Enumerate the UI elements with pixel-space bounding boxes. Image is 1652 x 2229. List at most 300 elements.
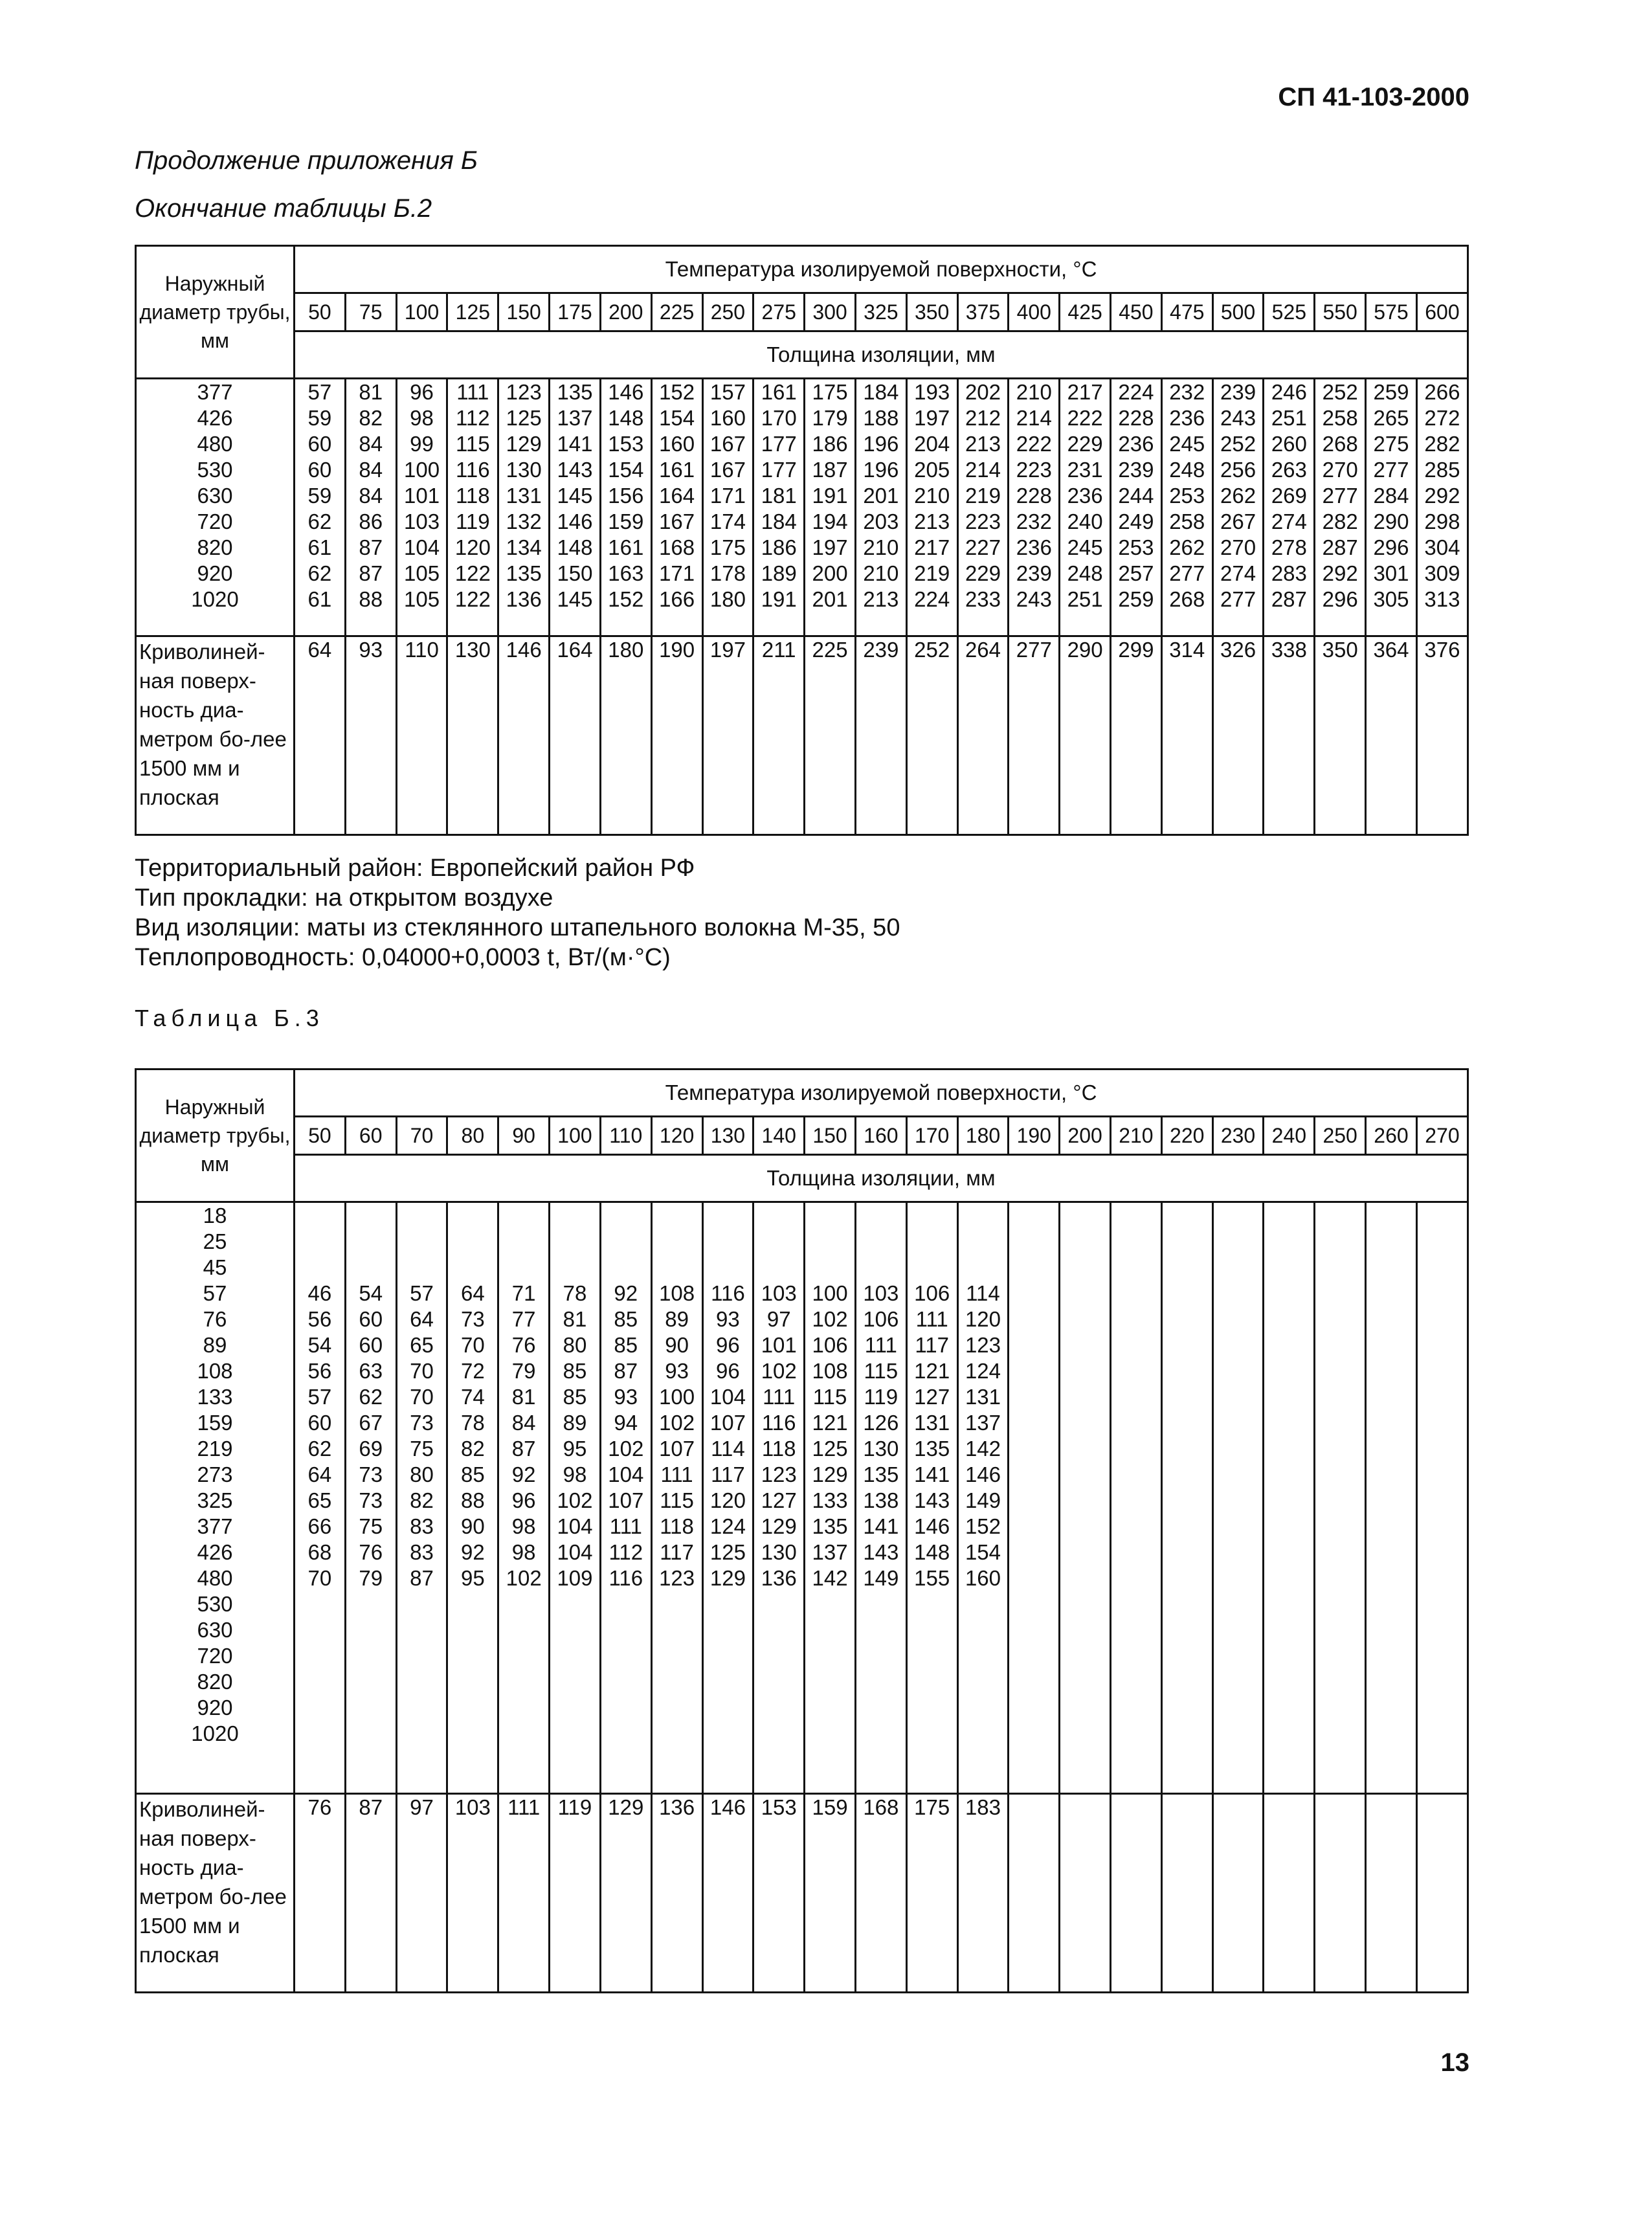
thickness-value: 212 bbox=[965, 406, 1001, 430]
thickness-column bbox=[295, 1202, 346, 1794]
thickness-column bbox=[753, 379, 805, 636]
thickness-column bbox=[1060, 379, 1111, 636]
thickness-value bbox=[908, 1643, 957, 1669]
thickness-value: 196 bbox=[863, 432, 899, 456]
table-end-caption: Окончание таблицы Б.2 bbox=[135, 194, 432, 223]
diameter-value: 76 bbox=[203, 1307, 227, 1331]
thickness-value: 210 bbox=[1016, 380, 1052, 404]
thickness-value: 137 bbox=[965, 1411, 1001, 1435]
thickness-value: 287 bbox=[1322, 535, 1358, 559]
thickness-value: 114 bbox=[966, 1281, 1000, 1305]
curved-surface-value bbox=[1009, 1794, 1060, 1993]
thickness-value bbox=[346, 1255, 396, 1281]
thickness-value: 217 bbox=[914, 535, 950, 559]
thickness-value: 74 bbox=[460, 1385, 485, 1409]
insulation-line: Вид изоляции: маты из стеклянного штапельного волокна М-35, 50 bbox=[135, 914, 900, 941]
thickness-column bbox=[906, 379, 957, 636]
thickness-value bbox=[704, 1255, 753, 1281]
thickness-value: 154 bbox=[608, 458, 644, 482]
thickness-value: 249 bbox=[1118, 510, 1154, 533]
thickness-value: 156 bbox=[608, 484, 644, 508]
thickness-column bbox=[550, 1202, 601, 1794]
thickness-value: 135 bbox=[914, 1437, 950, 1461]
thickness-value: 154 bbox=[659, 406, 695, 430]
thickness-value: 287 bbox=[1271, 587, 1307, 611]
thickness-value: 290 bbox=[1373, 510, 1409, 533]
thickness-column bbox=[345, 1202, 396, 1794]
thickness-value: 253 bbox=[1118, 535, 1154, 559]
thickness-value bbox=[397, 1203, 447, 1229]
thickness-value: 245 bbox=[1067, 535, 1103, 559]
thickness-value: 62 bbox=[359, 1385, 383, 1409]
thickness-value: 60 bbox=[359, 1333, 383, 1357]
thickness-value: 223 bbox=[965, 510, 1001, 533]
thickness-value: 89 bbox=[563, 1411, 587, 1435]
thickness-value: 79 bbox=[359, 1566, 383, 1590]
thickness-value bbox=[856, 1229, 906, 1255]
diameter-value: 273 bbox=[197, 1462, 233, 1486]
temperature-value: 350 bbox=[906, 293, 957, 331]
thickness-value bbox=[704, 1669, 753, 1695]
thickness-value: 268 bbox=[1169, 587, 1205, 611]
thickness-value bbox=[856, 1617, 906, 1643]
thickness-value: 305 bbox=[1373, 587, 1409, 611]
thickness-value bbox=[856, 1203, 906, 1229]
temperature-value: 300 bbox=[805, 293, 856, 331]
thickness-value bbox=[448, 1643, 497, 1669]
thickness-value: 131 bbox=[965, 1385, 1001, 1409]
thickness-column bbox=[396, 1202, 447, 1794]
thickness-value: 80 bbox=[410, 1462, 434, 1486]
thickness-value: 93 bbox=[614, 1385, 638, 1409]
thickness-value: 174 bbox=[709, 510, 746, 533]
thickness-value: 98 bbox=[511, 1514, 536, 1538]
document-code: СП 41-103-2000 bbox=[1278, 83, 1469, 111]
thickness-column bbox=[957, 379, 1009, 636]
thickness-column bbox=[1161, 379, 1212, 636]
thickness-value bbox=[295, 1643, 344, 1669]
thickness-value: 135 bbox=[863, 1462, 899, 1486]
thickness-value: 222 bbox=[1016, 432, 1052, 456]
thickness-value: 90 bbox=[460, 1514, 485, 1538]
diameter-column bbox=[136, 379, 295, 636]
thickness-value: 160 bbox=[709, 406, 746, 430]
thickness-value: 57 bbox=[307, 1385, 332, 1409]
thickness-value bbox=[908, 1591, 957, 1617]
temperature-value: 80 bbox=[447, 1117, 498, 1155]
thickness-value bbox=[653, 1203, 702, 1229]
thickness-value bbox=[397, 1643, 447, 1669]
curved-surface-value: 175 bbox=[906, 1794, 957, 1993]
thickness-value bbox=[397, 1721, 447, 1747]
thickness-value: 127 bbox=[761, 1488, 797, 1512]
thickness-value: 88 bbox=[359, 587, 383, 611]
thickness-value bbox=[550, 1669, 599, 1695]
temperature-value: 110 bbox=[600, 1117, 651, 1155]
thickness-value: 73 bbox=[359, 1488, 383, 1512]
thickness-value: 129 bbox=[761, 1514, 797, 1538]
thickness-value: 160 bbox=[659, 432, 695, 456]
thickness-value: 138 bbox=[863, 1488, 899, 1512]
thickness-value: 285 bbox=[1424, 458, 1460, 482]
thickness-value: 135 bbox=[506, 561, 542, 585]
diameter-value: 377 bbox=[197, 380, 233, 404]
thickness-value: 69 bbox=[359, 1437, 383, 1461]
thickness-value: 75 bbox=[410, 1437, 434, 1461]
curved-surface-value: 239 bbox=[855, 636, 906, 835]
thickness-value: 252 bbox=[1220, 432, 1256, 456]
thickness-value bbox=[856, 1669, 906, 1695]
thickness-value: 309 bbox=[1424, 561, 1460, 585]
thickness-value: 184 bbox=[761, 510, 797, 533]
thickness-value bbox=[601, 1721, 651, 1747]
thickness-value: 154 bbox=[965, 1540, 1001, 1564]
thickness-value bbox=[448, 1669, 497, 1695]
thickness-value: 96 bbox=[511, 1488, 536, 1512]
thickness-value: 137 bbox=[812, 1540, 848, 1564]
thickness-value bbox=[397, 1695, 447, 1721]
curved-surface-value: 110 bbox=[396, 636, 447, 835]
temperature-value: 190 bbox=[1009, 1117, 1060, 1155]
thickness-value: 164 bbox=[659, 484, 695, 508]
temperature-value: 220 bbox=[1161, 1117, 1212, 1155]
curved-surface-value: 197 bbox=[702, 636, 753, 835]
thickness-value: 123 bbox=[965, 1333, 1001, 1357]
thickness-value: 260 bbox=[1271, 432, 1307, 456]
temperature-value: 180 bbox=[957, 1117, 1009, 1155]
thickness-value: 90 bbox=[665, 1333, 689, 1357]
thickness-value bbox=[908, 1229, 957, 1255]
thickness-value bbox=[601, 1617, 651, 1643]
curved-surface-value: 97 bbox=[396, 1794, 447, 1993]
thickness-value: 188 bbox=[863, 406, 899, 430]
thickness-value: 170 bbox=[761, 406, 797, 430]
thickness-value: 149 bbox=[965, 1488, 1001, 1512]
thickness-header: Толщина изоляции, мм bbox=[295, 331, 1468, 379]
thickness-value: 168 bbox=[659, 535, 695, 559]
region-line: Территориальный район: Европейский район РФ bbox=[135, 855, 695, 882]
thickness-value bbox=[908, 1669, 957, 1695]
thickness-column bbox=[1264, 1202, 1315, 1794]
thickness-value bbox=[601, 1643, 651, 1669]
temperature-value: 240 bbox=[1264, 1117, 1315, 1155]
thickness-value: 120 bbox=[454, 535, 491, 559]
diameter-value: 18 bbox=[203, 1204, 227, 1227]
laying-line: Тип прокладки: на открытом воздухе bbox=[135, 884, 553, 912]
thickness-value: 125 bbox=[506, 406, 542, 430]
thickness-value: 210 bbox=[863, 535, 899, 559]
curved-surface-value: 146 bbox=[702, 1794, 753, 1993]
thickness-value: 148 bbox=[557, 535, 593, 559]
thickness-value: 277 bbox=[1220, 587, 1256, 611]
thickness-value: 102 bbox=[761, 1359, 797, 1383]
thickness-value: 82 bbox=[359, 406, 383, 430]
temperature-value: 600 bbox=[1416, 293, 1468, 331]
thickness-value: 77 bbox=[511, 1307, 536, 1331]
thickness-value bbox=[448, 1203, 497, 1229]
thickness-value: 88 bbox=[460, 1488, 485, 1512]
thickness-column bbox=[498, 379, 550, 636]
thickness-value bbox=[346, 1721, 396, 1747]
thickness-value: 141 bbox=[557, 432, 593, 456]
thickness-value: 118 bbox=[660, 1514, 694, 1538]
thickness-value bbox=[397, 1617, 447, 1643]
thickness-value: 239 bbox=[1016, 561, 1052, 585]
thickness-column bbox=[1315, 1202, 1366, 1794]
thickness-value: 163 bbox=[608, 561, 644, 585]
thickness-value bbox=[601, 1203, 651, 1229]
thickness-value: 202 bbox=[965, 380, 1001, 404]
thickness-value bbox=[448, 1695, 497, 1721]
thickness-value bbox=[448, 1255, 497, 1281]
thickness-value: 132 bbox=[506, 510, 542, 533]
thickness-value bbox=[550, 1203, 599, 1229]
diameter-value: 480 bbox=[197, 432, 233, 456]
thickness-value: 116 bbox=[456, 458, 490, 482]
thickness-value bbox=[856, 1255, 906, 1281]
thickness-value: 107 bbox=[709, 1411, 746, 1435]
thickness-value bbox=[653, 1255, 702, 1281]
diameter-value: 1020 bbox=[191, 1721, 239, 1745]
thickness-value: 60 bbox=[307, 432, 332, 456]
thickness-value: 111 bbox=[763, 1385, 796, 1409]
thickness-value: 101 bbox=[761, 1333, 797, 1357]
thickness-value: 65 bbox=[410, 1333, 434, 1357]
thickness-column bbox=[1161, 1202, 1212, 1794]
thickness-value bbox=[754, 1591, 803, 1617]
thickness-value: 117 bbox=[660, 1540, 694, 1564]
temperature-value: 230 bbox=[1212, 1117, 1264, 1155]
thickness-value: 244 bbox=[1118, 484, 1154, 508]
thickness-column bbox=[1366, 379, 1417, 636]
thickness-value: 243 bbox=[1220, 406, 1256, 430]
thickness-value: 64 bbox=[460, 1281, 485, 1305]
thickness-value: 114 bbox=[711, 1437, 745, 1461]
thickness-value bbox=[499, 1695, 548, 1721]
thickness-value: 118 bbox=[761, 1437, 796, 1461]
thickness-column bbox=[1264, 379, 1315, 636]
thickness-value: 116 bbox=[711, 1281, 745, 1305]
thickness-column bbox=[702, 1202, 753, 1794]
thickness-value: 153 bbox=[608, 432, 644, 456]
thickness-value: 259 bbox=[1373, 380, 1409, 404]
thickness-value: 123 bbox=[506, 380, 542, 404]
thickness-value bbox=[653, 1695, 702, 1721]
thickness-value: 219 bbox=[965, 484, 1001, 508]
thickness-value: 179 bbox=[812, 406, 848, 430]
thickness-value: 251 bbox=[1067, 587, 1103, 611]
temperature-value: 575 bbox=[1366, 293, 1417, 331]
thickness-value: 274 bbox=[1220, 561, 1256, 585]
curved-surface-value: 350 bbox=[1315, 636, 1366, 835]
thickness-value: 245 bbox=[1169, 432, 1205, 456]
thickness-value: 124 bbox=[965, 1359, 1001, 1383]
thickness-value: 239 bbox=[1220, 380, 1256, 404]
thickness-value: 104 bbox=[404, 535, 440, 559]
thickness-value: 118 bbox=[456, 484, 490, 508]
thickness-value bbox=[805, 1643, 854, 1669]
thickness-value bbox=[653, 1643, 702, 1669]
curved-surface-label: Криволиней-ная поверх-ность диа-метром бо-лее 1500 мм и плоская bbox=[136, 636, 295, 835]
curved-surface-value: 314 bbox=[1161, 636, 1212, 835]
thickness-value: 95 bbox=[460, 1566, 485, 1590]
thickness-value bbox=[295, 1617, 344, 1643]
thickness-value: 99 bbox=[410, 432, 434, 456]
thickness-value: 194 bbox=[812, 510, 848, 533]
thickness-value: 105 bbox=[404, 561, 440, 585]
appendix-continuation: Продолжение приложения Б bbox=[135, 146, 478, 175]
thickness-value bbox=[959, 1203, 1008, 1229]
thickness-value bbox=[448, 1617, 497, 1643]
thickness-value: 240 bbox=[1067, 510, 1103, 533]
curved-surface-value: 111 bbox=[498, 1794, 550, 1993]
temperature-value: 75 bbox=[345, 293, 396, 331]
thickness-value: 197 bbox=[914, 406, 950, 430]
thickness-value: 122 bbox=[454, 587, 491, 611]
temperature-value: 275 bbox=[753, 293, 805, 331]
thickness-value: 196 bbox=[863, 458, 899, 482]
thickness-value: 102 bbox=[557, 1488, 593, 1512]
thickness-value: 233 bbox=[965, 587, 1001, 611]
thickness-value: 259 bbox=[1118, 587, 1154, 611]
thickness-value bbox=[601, 1255, 651, 1281]
curved-surface-value bbox=[1264, 1794, 1315, 1993]
thickness-value: 92 bbox=[460, 1540, 485, 1564]
thickness-value bbox=[499, 1255, 548, 1281]
thickness-value: 125 bbox=[812, 1437, 848, 1461]
thickness-value: 104 bbox=[709, 1385, 746, 1409]
thickness-column bbox=[855, 1202, 906, 1794]
thickness-value: 205 bbox=[914, 458, 950, 482]
thickness-value: 117 bbox=[711, 1462, 745, 1486]
diameter-header: Наружный диаметр трубы, мм bbox=[136, 246, 295, 379]
thickness-value: 70 bbox=[307, 1566, 332, 1590]
thickness-value: 232 bbox=[1169, 380, 1205, 404]
thickness-value: 266 bbox=[1424, 380, 1460, 404]
thickness-value: 84 bbox=[511, 1411, 536, 1435]
thickness-value bbox=[295, 1695, 344, 1721]
temperature-value: 450 bbox=[1111, 293, 1162, 331]
thickness-value: 186 bbox=[812, 432, 848, 456]
temperature-header: Температура изолируемой поверхности, °С bbox=[295, 246, 1468, 293]
temperature-value: 150 bbox=[805, 1117, 856, 1155]
thickness-value bbox=[653, 1669, 702, 1695]
thickness-value: 64 bbox=[307, 1462, 332, 1486]
thickness-value bbox=[704, 1203, 753, 1229]
thickness-value bbox=[908, 1617, 957, 1643]
thickness-value: 146 bbox=[608, 380, 644, 404]
thickness-value: 60 bbox=[359, 1307, 383, 1331]
thickness-value: 92 bbox=[511, 1462, 536, 1486]
thickness-value: 180 bbox=[709, 587, 746, 611]
thickness-value: 145 bbox=[557, 484, 593, 508]
thickness-value bbox=[805, 1721, 854, 1747]
thickness-value bbox=[346, 1203, 396, 1229]
thickness-value bbox=[805, 1617, 854, 1643]
thickness-value: 68 bbox=[307, 1540, 332, 1564]
thickness-value: 87 bbox=[511, 1437, 536, 1461]
diameter-value: 630 bbox=[197, 1618, 233, 1642]
thickness-value: 96 bbox=[410, 380, 434, 404]
thickness-value: 119 bbox=[864, 1385, 899, 1409]
curved-surface-value bbox=[1111, 1794, 1162, 1993]
thickness-value: 116 bbox=[608, 1566, 643, 1590]
thickness-value: 228 bbox=[1016, 484, 1052, 508]
thickness-value: 246 bbox=[1271, 380, 1307, 404]
diameter-value: 530 bbox=[197, 1592, 233, 1616]
temperature-value: 210 bbox=[1111, 1117, 1162, 1155]
curved-surface-value: 326 bbox=[1212, 636, 1264, 835]
thickness-value: 84 bbox=[359, 484, 383, 508]
thickness-column bbox=[295, 379, 346, 636]
thickness-value: 213 bbox=[863, 587, 899, 611]
thickness-value: 67 bbox=[359, 1411, 383, 1435]
curved-surface-value: 168 bbox=[855, 1794, 906, 1993]
thickness-value: 177 bbox=[761, 458, 797, 482]
thickness-value bbox=[704, 1229, 753, 1255]
diameter-value: 426 bbox=[197, 406, 233, 430]
thickness-value: 167 bbox=[709, 432, 746, 456]
thickness-value: 142 bbox=[812, 1566, 848, 1590]
thickness-value: 54 bbox=[359, 1281, 383, 1305]
thickness-value: 152 bbox=[608, 587, 644, 611]
thickness-value: 131 bbox=[914, 1411, 950, 1435]
thickness-value: 296 bbox=[1322, 587, 1358, 611]
thickness-value: 60 bbox=[307, 458, 332, 482]
thickness-value: 282 bbox=[1424, 432, 1460, 456]
temperature-value: 400 bbox=[1009, 293, 1060, 331]
thickness-value bbox=[295, 1721, 344, 1747]
thickness-column bbox=[396, 379, 447, 636]
thickness-value: 85 bbox=[563, 1359, 587, 1383]
thickness-value bbox=[499, 1591, 548, 1617]
thickness-value bbox=[805, 1203, 854, 1229]
thickness-value: 87 bbox=[614, 1359, 638, 1383]
thickness-value: 98 bbox=[563, 1462, 587, 1486]
thickness-value: 258 bbox=[1322, 406, 1358, 430]
thickness-value: 268 bbox=[1322, 432, 1358, 456]
curved-surface-value: 364 bbox=[1366, 636, 1417, 835]
temperature-value: 70 bbox=[396, 1117, 447, 1155]
thickness-value: 267 bbox=[1220, 510, 1256, 533]
thickness-value: 203 bbox=[863, 510, 899, 533]
thickness-value: 136 bbox=[761, 1566, 797, 1590]
thickness-value: 70 bbox=[410, 1385, 434, 1409]
thickness-value: 81 bbox=[563, 1307, 587, 1331]
thickness-value: 111 bbox=[660, 1462, 693, 1486]
diameter-value: 325 bbox=[197, 1488, 233, 1512]
diameter-header: Наружный диаметр трубы, мм bbox=[136, 1070, 295, 1202]
diameter-value: 133 bbox=[197, 1385, 233, 1409]
thickness-column bbox=[550, 379, 601, 636]
thickness-column bbox=[957, 1202, 1009, 1794]
thickness-value: 214 bbox=[1016, 406, 1052, 430]
thickness-value: 57 bbox=[410, 1281, 434, 1305]
temperature-value: 125 bbox=[447, 293, 498, 331]
thickness-value: 210 bbox=[914, 484, 950, 508]
thickness-value bbox=[346, 1617, 396, 1643]
thickness-value: 217 bbox=[1067, 380, 1103, 404]
curved-surface-value: 252 bbox=[906, 636, 957, 835]
thickness-value: 89 bbox=[665, 1307, 689, 1331]
diameter-value: 159 bbox=[197, 1411, 233, 1435]
thickness-value bbox=[959, 1229, 1008, 1255]
thickness-value bbox=[397, 1255, 447, 1281]
thickness-value: 236 bbox=[1016, 535, 1052, 559]
thickness-value: 134 bbox=[506, 535, 542, 559]
thickness-value bbox=[908, 1203, 957, 1229]
curved-surface-value bbox=[1060, 1794, 1111, 1993]
